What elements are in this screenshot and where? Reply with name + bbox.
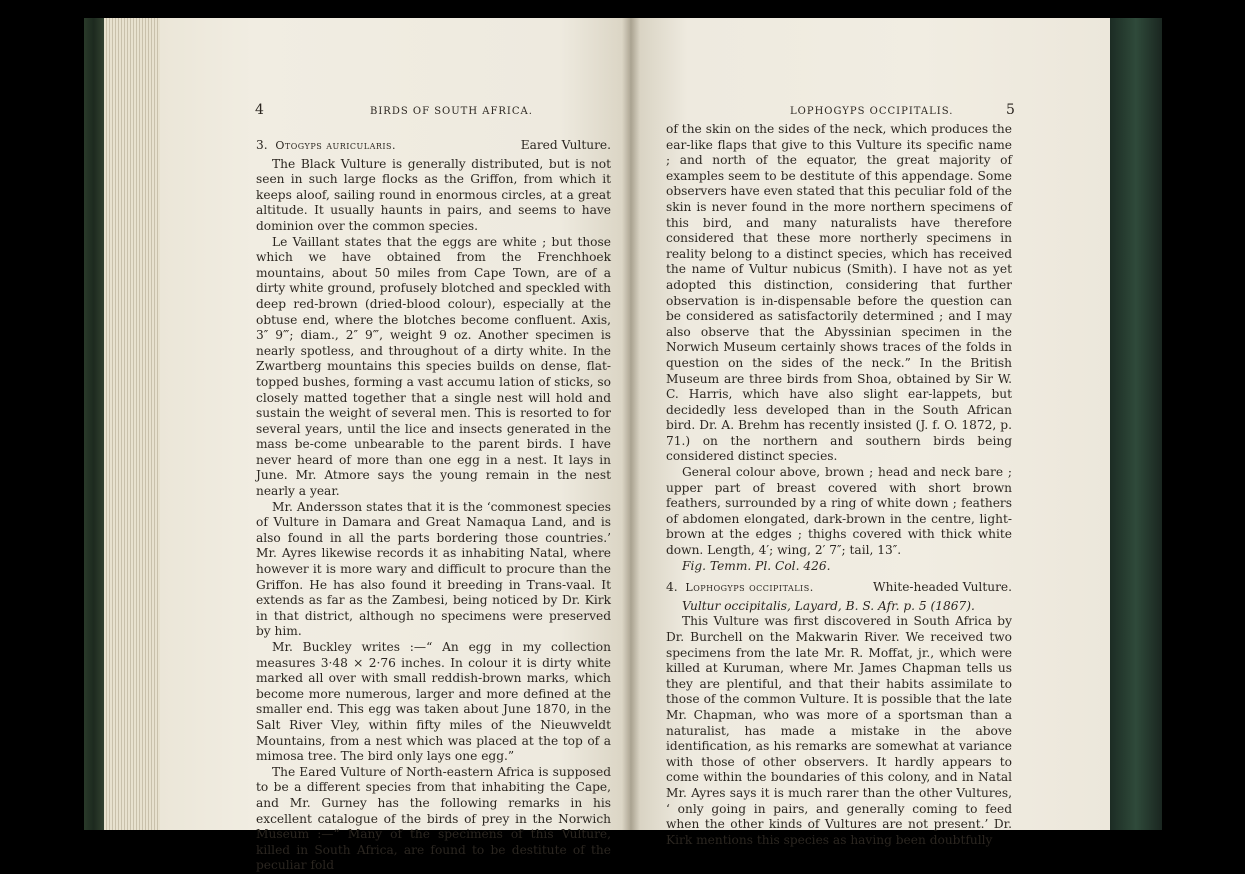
paragraph: Mr. Buckley writes :—“ An egg in my collection measures 3·48 × 2·76 inches. In colour it is dirty white marked all over with small reddish-brown marks, which become more numerous, larger and more defined at the smaller end. This egg was taken about June 1870, in the Salt River Vley, within fifty miles of the Nieuwveldt Mountains, from a nest which was placed at the top of a mimosa tree. The bird only lays one egg.” — [256, 640, 611, 764]
left-page-number: 4 — [255, 102, 264, 118]
species-common-name: White-headed Vulture. — [873, 580, 1012, 595]
right-running-head: LOPHOGYPS OCCIPITALIS. — [790, 106, 954, 117]
species-number: 4. — [666, 580, 678, 595]
book-gutter — [622, 18, 640, 830]
book-cover-right — [1110, 18, 1162, 830]
species-name: Lophogyps occipitalis. — [685, 581, 814, 595]
species-heading-3 — [256, 138, 611, 154]
page-edges — [104, 18, 164, 830]
paragraph: of the skin on the sides of the neck, which produces the ear-like flaps that give to this Vulture its specific name ; and north of the equator, the great majority of examples seem to be destitute of this appendage. Some observers have even stated that this peculiar fold of the skin is never found in the more northern specimens of this bird, and many naturalists have therefore considered that these more northerly specimens in reality belong to a distinct species, which has received the name of Vultur nubicus (Smith). I have not as yet adopted this distinction, considering that further observation is in-dispensable before the question can be considered as satisfactorily determined ; and I may also observe that the Abyssinian specimen in the Norwich Museum certainly shows traces of the folds in question on the sides of the neck.” In the British Museum are three birds from Shoa, obtained by Sir W. C. Harris, which have also slight ear-lappets, but decidedly less developed than in the South African bird. Dr. A. Brehm has recently insisted (J. f. O. 1872, p. 71.) on the northern and southern birds being considered distinct species. — [666, 122, 1012, 464]
left-body — [256, 138, 611, 874]
species-heading-4 — [666, 580, 1012, 596]
species-number: 3. — [256, 138, 268, 152]
right-page — [630, 18, 1110, 847]
paragraph: This Vulture was first discovered in South Africa by Dr. Burchell on the Makwarin River. We received two specimens from the late Mr. R. Moffat, jr., which were killed at Kuruman, where Mr. James Chapman tells us they are plentiful, and that their habits assimilate to those of the common Vulture. It is possible that the late Mr. Chapman, who was more of a sportsman than a naturalist, has made a mistake in the above identification, as his remarks are somewhat at variance with those of other observers. It hardly appears to come within the boundaries of this colony, and in Natal Mr. Ayres says it is much rarer than the other Vultures, ‘ only going in pairs, and generally coming to feed when the other kinds of Vultures are not present.’ Dr. Kirk mentions this species as having been doubtfully — [666, 614, 1012, 847]
paragraph: Le Vaillant states that the eggs are white ; but those which we have obtained from the Frenchhoek mountains, about 50 miles from Cape Town, are of a dirty white ground, profusely blotched and speckled with deep red-brown (dried-blood colour), especially at the obtuse end, where the blotches become confluent. Axis, 3″ 9‴; diam., 2″ 9‴, weight 9 oz. Another specimen is nearly spotless, and throughout of a dirty white. In the Zwartberg mountains this species builds on dense, flat-topped bushes, forming a vast accumu lation of sticks, so closely matted together that a single nest will hold and sustain the weight of several men. This is resorted to for several years, until the lice and insects generated in the mass be-come unbearable to the parent birds. I have never heard of more than one egg in a nest. It lays in June. Mr. Atmore says the young remain in the nest nearly a year. — [256, 234, 611, 499]
paragraph: The Eared Vulture of North-eastern Africa is supposed to be a different species from that inhabiting the Cape, and Mr. Gurney has the following remarks in his excellent catalogue of the birds of prey in the Norwich Museum :—“ Many of the specimens of this Vulture, killed in South Africa, are found to be destitute of the peculiar fold — [256, 764, 611, 873]
species-common-name: Eared Vulture. — [520, 138, 611, 152]
right-body — [666, 122, 1012, 848]
paragraph: The Black Vulture is generally distributed, but is not seen in such large flocks as the Griffon, from which it keeps aloof, sailing round in enormous circles, at a great altitude. It usually haunts in pairs, and seems to have dominion over the common species. — [256, 156, 611, 233]
figure-reference: Fig. Temm. Pl. Col. 426. — [682, 558, 831, 573]
species-name: Otogyps auricularis. — [275, 139, 397, 152]
paragraph: Mr. Andersson states that it is the ‘commonest species of Vulture in Damara and Great Namaqua Land, and is also found in all the parts bordering those countries.’ Mr. Ayres likewise records it as inhabiting Natal, where however it is more wary and difficult to procure than the Griffon. He has also found it breeding in Trans-vaal. It extends as far as the Zambesi, being noticed by Dr. Kirk in that district, although no specimens were preserved by him. — [256, 499, 611, 639]
left-running-head: BIRDS OF SOUTH AFRICA. — [370, 106, 533, 117]
right-page-number: 5 — [1006, 102, 1015, 118]
left-page — [160, 18, 630, 873]
paragraph: General colour above, brown ; head and neck bare ; upper part of breast covered with short brown feathers, surrounded by a ring of white down ; feathers of abdomen elongated, dark-brown in the centre, light-brown at the edges ; thighs covered with thick white down. Length, 4′; wing, 2′ 7″; tail, 13″. — [666, 465, 1012, 558]
synonym-line: Vultur occipitalis, Layard, B. S. Afr. p. 5 (1867). — [682, 598, 975, 613]
